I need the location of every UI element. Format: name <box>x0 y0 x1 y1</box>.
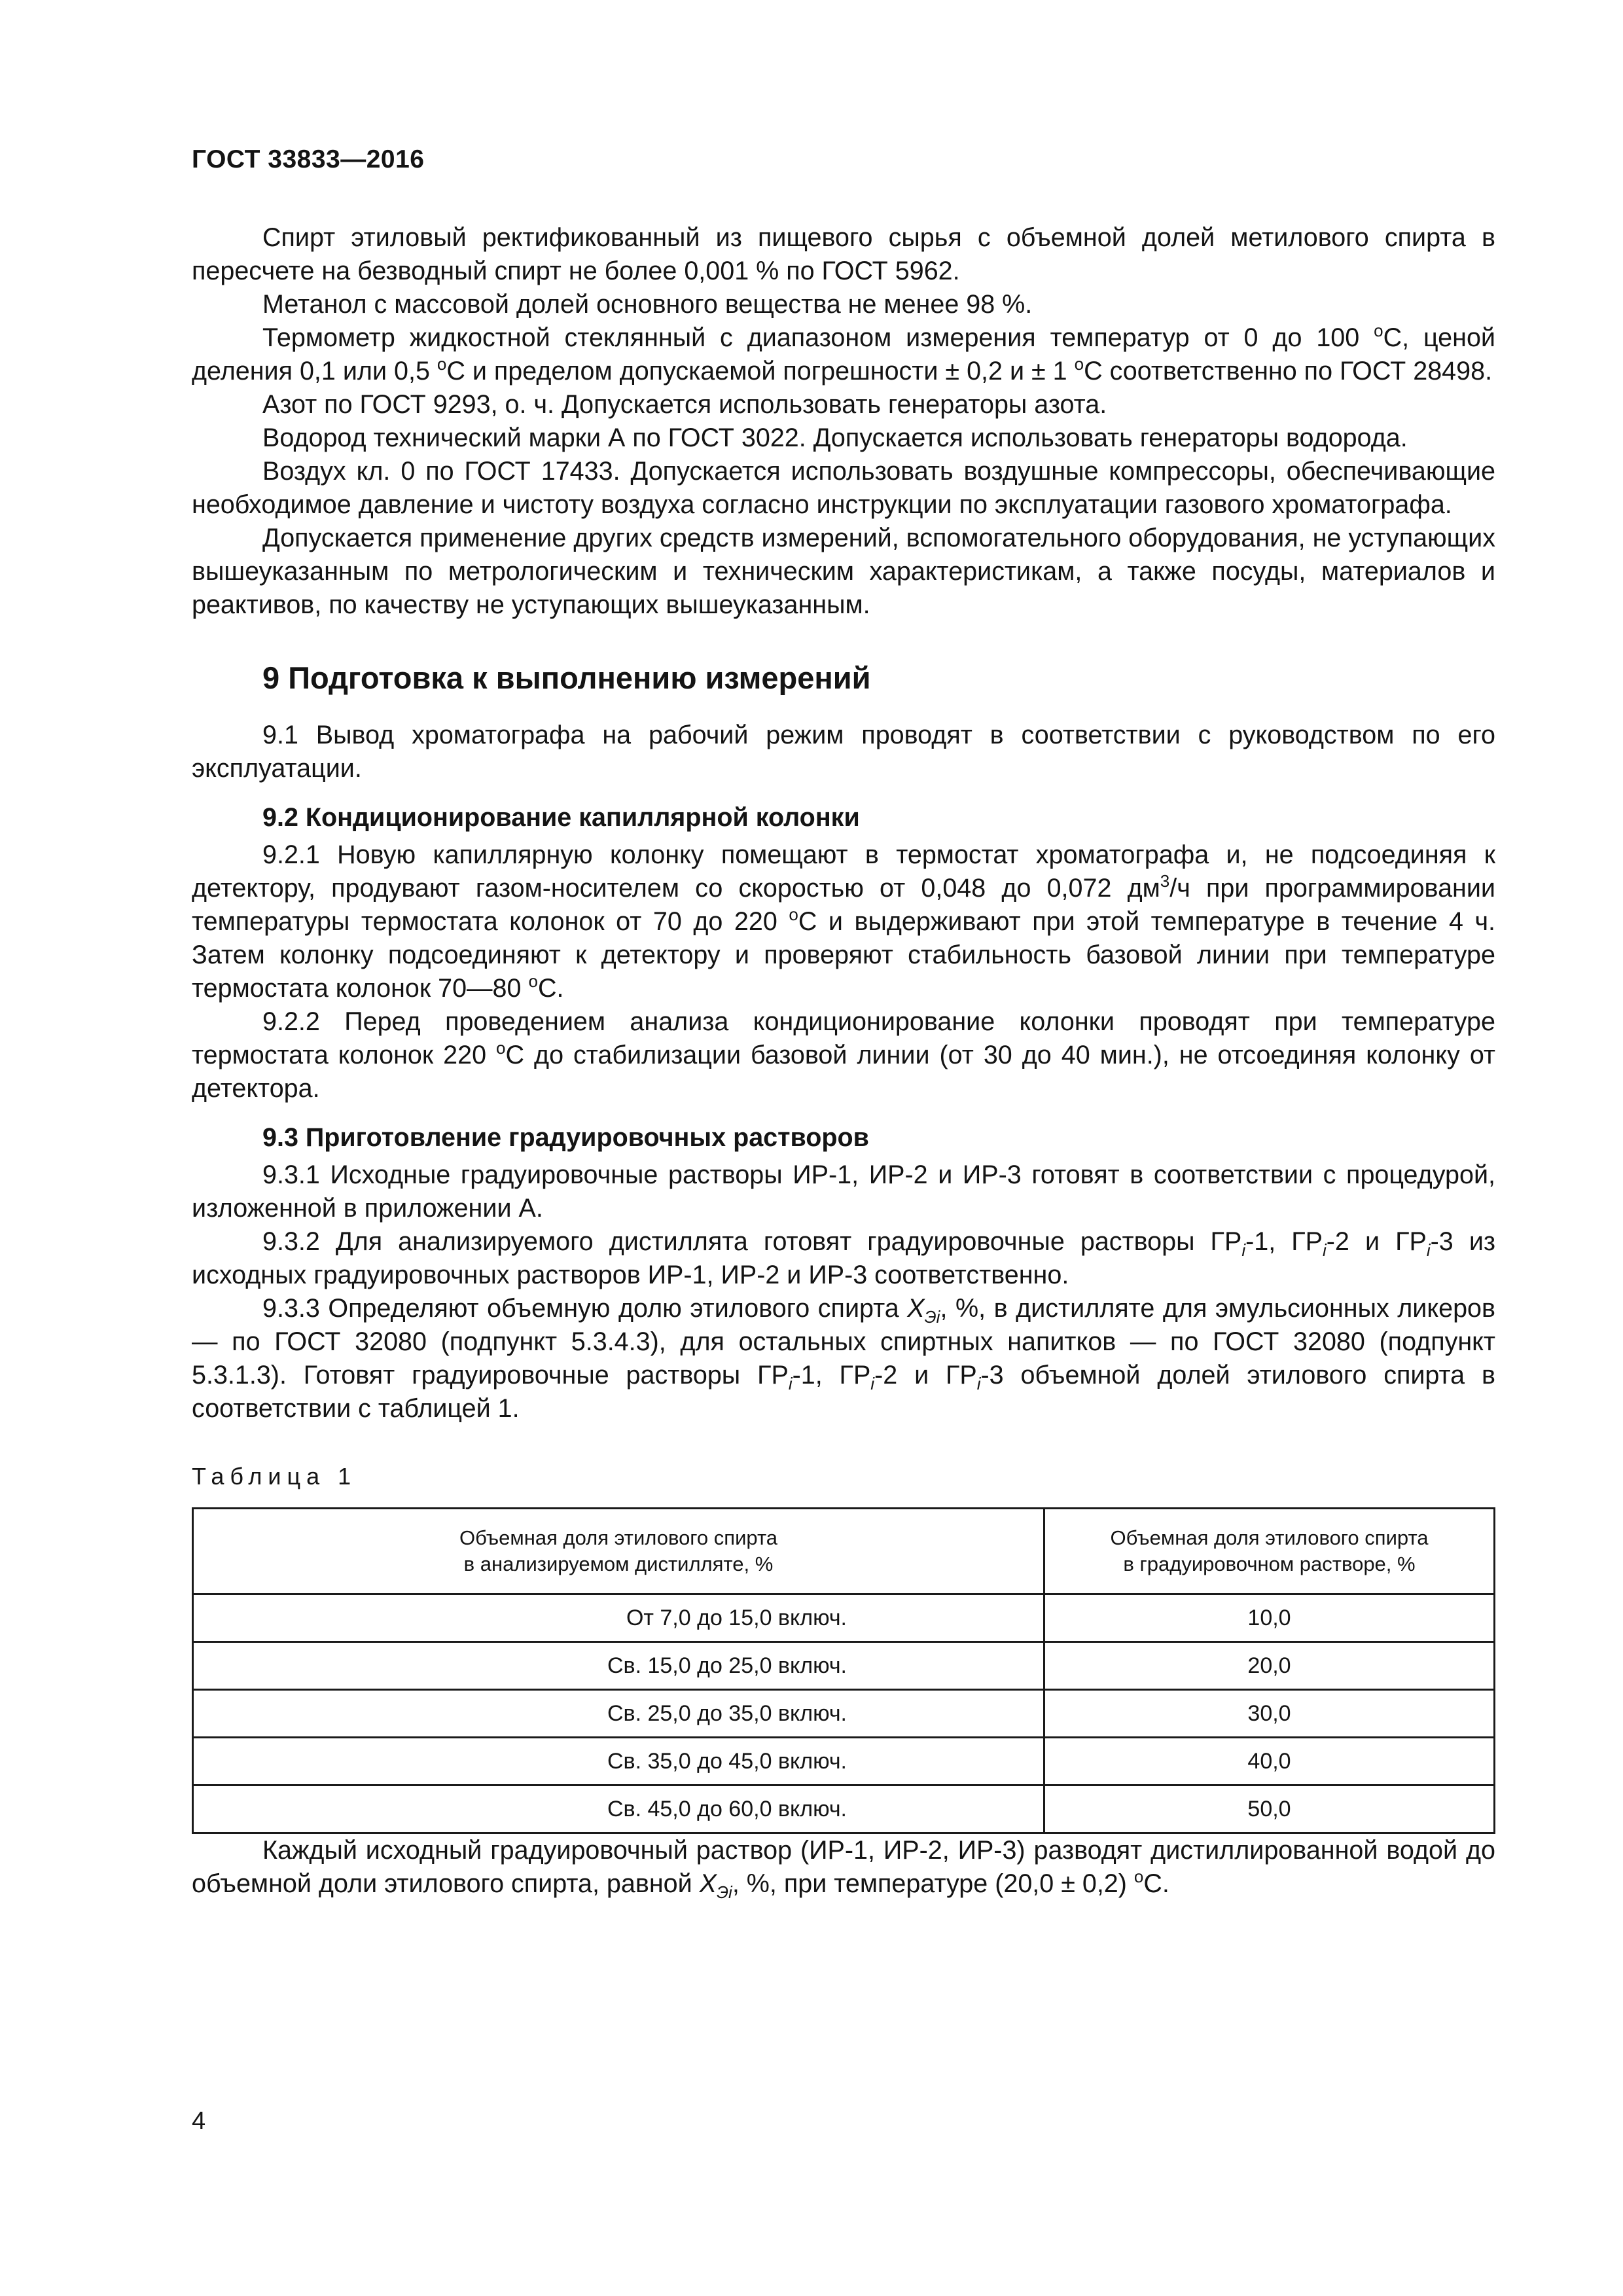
index-subscript: i <box>788 1374 793 1393</box>
paragraph: Спирт этиловый ректификованный из пищевого сырья с объемной долей метилового спирта в пересчете на безводный спирт не более 0,001 % по ГОСТ 5962. <box>192 223 1495 285</box>
document-header: ГОСТ 33833—2016 <box>192 145 425 173</box>
degree-symbol: о <box>437 354 447 374</box>
variable-x: X <box>907 1294 925 1323</box>
table-cell: 10,0 <box>1044 1594 1495 1642</box>
paragraph: Метанол с массовой долей основного вещества не менее 98 %. <box>262 290 1033 319</box>
index-subscript: i <box>1323 1240 1327 1260</box>
table-header-row <box>193 1509 1495 1594</box>
table-row <box>193 1690 1495 1738</box>
table-cell: Св. 15,0 до 25,0 включ. <box>193 1642 1044 1690</box>
table-1 <box>192 1507 1495 1834</box>
paragraph: Азот по ГОСТ 9293, о. ч. Допускается использовать генераторы азота. <box>262 390 1107 419</box>
paragraph: Допускается применение других средств измерений, вспомогательного оборудования, не уступающих вышеуказанным по метрологическим и техническим характеристикам, а также посуды, материалов и реактивов, по качеству не уступающих вышеуказанным. <box>192 524 1495 619</box>
degree-symbol: о <box>1133 1867 1144 1886</box>
paragraph: 9.3.3 Определяют объемную долю этилового спирта $X_{Эi}$, %, в дистилляте для эмульсионных ликеров — по ГОСТ 32080 (подпункт 5.3.4.3), для остальных спиртных напитков — по ГОСТ 32080 (подпункт 5.3.1.3). Готовят градуировочные растворы $ГР_i-1$, $ГР_i-2$ и $ГР_i-3$ объемной долей этилового спирта в соответствии с таблицей 1. <box>192 1294 1495 1423</box>
variable-x: X <box>699 1869 717 1898</box>
column-header: Объемная доля этилового спирта в градуировочном растворе, % <box>1044 1509 1495 1594</box>
table-cell: Св. 35,0 до 45,0 включ. <box>193 1738 1044 1785</box>
index-subscript: i <box>1426 1240 1431 1260</box>
table-label: Таблица 1 <box>192 1463 357 1490</box>
table-row <box>193 1785 1495 1833</box>
paragraph: Каждый исходный градуировочный раствор (ИР-1, ИР-2, ИР-3) разводят дистиллированной водой до объемной доли этилового спирта, равной $X_{Эi}$, %, при температуре (20,0 ± 0,2) $^о$С. <box>192 1836 1495 1902</box>
degree-symbol: о <box>789 905 798 924</box>
page-number: 4 <box>192 2108 206 2135</box>
table-row <box>193 1594 1495 1642</box>
table-cell: 20,0 <box>1044 1642 1495 1690</box>
paragraph: Водород технический марки А по ГОСТ 3022. Допускается использовать генераторы водорода. <box>262 423 1408 452</box>
index-subscript: i <box>870 1374 875 1393</box>
subsection-title: 9.2 Кондиционирование капиллярной колонки <box>262 803 860 832</box>
degree-symbol: о <box>1074 354 1084 374</box>
table-cell: 40,0 <box>1044 1738 1495 1785</box>
degree-symbol: о <box>528 971 538 991</box>
index-subscript: i <box>976 1374 981 1393</box>
paragraph: 9.2.2 Перед проведением анализа кондиционирование колонки проводят при температуре термостата колонок 220 $^о$С до стабилизации базовой линии (от 30 до 40 мин.), не отсоединяя колонку от детектора. <box>192 1007 1496 1103</box>
table-cell: Св. 45,0 до 60,0 включ. <box>193 1785 1044 1833</box>
paragraph: Воздух кл. 0 по ГОСТ 17433. Допускается использовать воздушные компрессоры, обеспечивающие необходимое давление и чистоту воздуха согласно инструкции по эксплуатации газового хроматографа. <box>192 457 1495 519</box>
paragraph: 9.2.1 Новую капиллярную колонку помещают в термостат хроматографа и, не подсоединяя к детектору, продувают газом-носителем со скоростью от 0,048 до 0,072 $дм^3/ч$ при программировании температуры термостата колонок от 70 до 220 $^о$С и выдерживают при этой температуре в течение 4 ч. Затем колонку подсоединяют к детектору и проверяют стабильность базовой линии при температуре термостата колонок 70—80 $^о$С. <box>192 840 1495 1003</box>
index-subscript: i <box>1241 1240 1246 1260</box>
variable-subscript: Эi <box>717 1882 732 1902</box>
degree-symbol: о <box>496 1038 506 1058</box>
section-title: 9 Подготовка к выполнению измерений <box>262 660 871 695</box>
paragraph: 9.3.1 Исходные градуировочные растворы ИР-1, ИР-2 и ИР-3 готовят в соответствии с процедурой, изложенной в приложении А. <box>192 1160 1495 1223</box>
table-cell: 30,0 <box>1044 1690 1495 1738</box>
paragraph: Термометр жидкостной стеклянный с диапазоном измерения температур от 0 до 100 $^о$С, ценой деления 0,1 или 0,5 $^о$С и пределом допускаемой погрешности ± 0,2 и ± 1 $^о$С соответственно по ГОСТ 28498. <box>192 321 1495 386</box>
table-cell: Св. 25,0 до 35,0 включ. <box>193 1690 1044 1738</box>
degree-symbol: о <box>1374 321 1383 340</box>
paragraph: 9.1 Вывод хроматографа на рабочий режим проводят в соответствии с руководством по его эксплуатации. <box>192 721 1495 783</box>
cube-superscript: 3 <box>1160 871 1170 891</box>
table-cell: 50,0 <box>1044 1785 1495 1833</box>
table-row <box>193 1738 1495 1785</box>
paragraph: 9.3.2 Для анализируемого дистиллята готовят градуировочные растворы $ГР_i-1$, $ГР_i-2$ и $ГР_i-3$ из исходных градуировочных растворов ИР-1, ИР-2 и ИР-3 соответственно. <box>192 1227 1495 1289</box>
table-row <box>193 1642 1495 1690</box>
column-header: Объемная доля этилового спирта в анализируемом дистилляте, % <box>193 1509 1044 1594</box>
subsection-title: 9.3 Приготовление градуировочных растворов <box>262 1123 869 1152</box>
document-body <box>192 221 1495 1901</box>
table-cell: От 7,0 до 15,0 включ. <box>193 1594 1044 1642</box>
variable-subscript: Эi <box>924 1307 940 1327</box>
